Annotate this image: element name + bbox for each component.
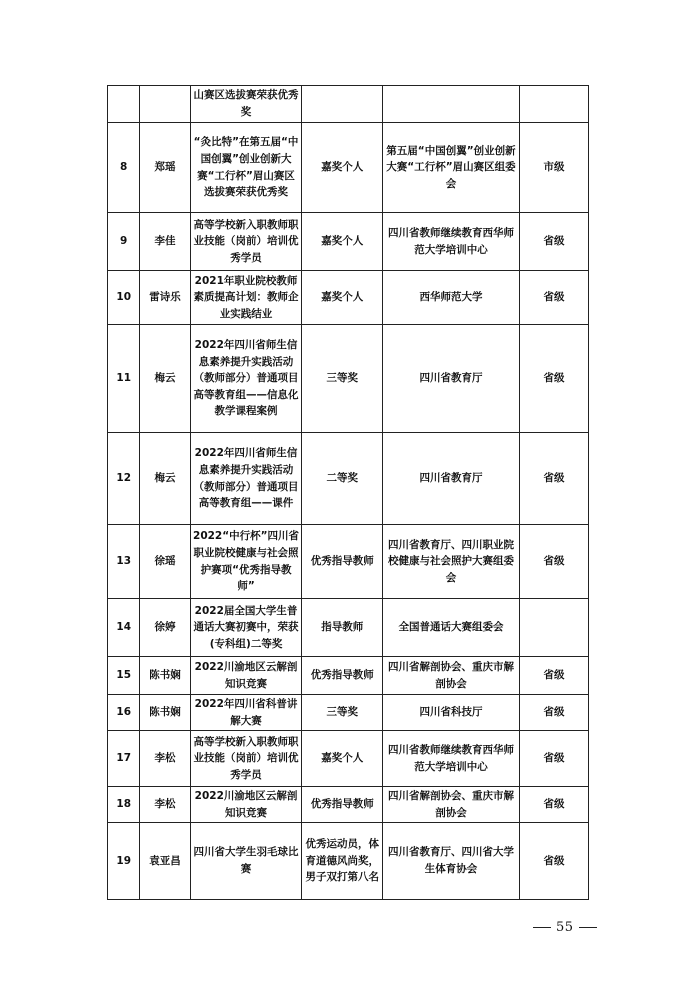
table-row	[108, 525, 589, 599]
row-number: 14	[108, 599, 140, 657]
row-number: 10	[108, 271, 140, 325]
table-row	[108, 325, 589, 433]
award-title: 四川省大学生羽毛球比赛	[190, 823, 302, 900]
page-number	[528, 920, 602, 935]
award-grade: 省级	[519, 433, 588, 525]
row-number	[108, 86, 140, 123]
row-number: 19	[108, 823, 140, 900]
award-title: 2022“中行杯”四川省职业院校健康与社会照护赛项“优秀指导教师”	[190, 525, 302, 599]
table-row	[108, 271, 589, 325]
row-number: 12	[108, 433, 140, 525]
award-title: “灸比特”在第五届“中国创翼”创业创新大赛“工行杯”眉山赛区选拔赛荣获优秀奖	[190, 123, 302, 213]
award-grade: 省级	[519, 731, 588, 787]
person-name: 梅云	[140, 325, 190, 433]
table-row	[108, 731, 589, 787]
table-row	[108, 433, 589, 525]
table-row	[108, 657, 589, 695]
page-number-value: 55	[556, 920, 574, 935]
person-name: 李松	[140, 787, 190, 823]
table-row	[108, 695, 589, 731]
award-title: 高等学校新入职教师职业技能（岗前）培训优秀学员	[190, 213, 302, 271]
row-number: 16	[108, 695, 140, 731]
person-name: 徐瑶	[140, 525, 190, 599]
table-row	[108, 123, 589, 213]
row-number: 13	[108, 525, 140, 599]
awards-table	[107, 85, 589, 900]
award-title: 2022届全国大学生普通话大赛初赛中，荣获(专科组)二等奖	[190, 599, 302, 657]
award-title: 2022年四川省师生信息素养提升实践活动（教师部分）普通项目高等教育组——课件	[190, 433, 302, 525]
issuing-organization: 四川省教师继续教育西华师范大学培训中心	[382, 731, 519, 787]
issuing-organization: 四川省教育厅	[382, 325, 519, 433]
award-level: 三等奖	[302, 695, 383, 731]
award-grade: 省级	[519, 823, 588, 900]
row-number: 9	[108, 213, 140, 271]
award-title: 山赛区选拔赛荣获优秀奖	[190, 86, 302, 123]
person-name: 袁亚昌	[140, 823, 190, 900]
person-name: 李佳	[140, 213, 190, 271]
issuing-organization: 四川省教育厅	[382, 433, 519, 525]
table-row	[108, 86, 589, 123]
award-title: 2022川渝地区云解剖知识竞赛	[190, 787, 302, 823]
row-number: 18	[108, 787, 140, 823]
award-grade	[519, 599, 588, 657]
page-number-left-dash	[533, 927, 551, 928]
award-title: 2022川渝地区云解剖知识竞赛	[190, 657, 302, 695]
table-row	[108, 823, 589, 900]
award-level: 嘉奖个人	[302, 731, 383, 787]
row-number: 11	[108, 325, 140, 433]
award-level: 优秀指导教师	[302, 787, 383, 823]
issuing-organization: 四川省教育厅、四川省大学生体育协会	[382, 823, 519, 900]
award-title: 2021年职业院校教师素质提高计划：教师企业实践结业	[190, 271, 302, 325]
issuing-organization: 西华师范大学	[382, 271, 519, 325]
award-grade: 省级	[519, 787, 588, 823]
award-level: 二等奖	[302, 433, 383, 525]
award-grade: 省级	[519, 213, 588, 271]
award-title: 2022年四川省师生信息素养提升实践活动（教师部分）普通项目高等教育组——信息化教学课程案例	[190, 325, 302, 433]
page-number-right-dash	[579, 927, 597, 928]
award-level: 嘉奖个人	[302, 271, 383, 325]
award-level: 嘉奖个人	[302, 123, 383, 213]
row-number: 8	[108, 123, 140, 213]
award-grade: 省级	[519, 271, 588, 325]
person-name: 李松	[140, 731, 190, 787]
award-grade: 市级	[519, 123, 588, 213]
row-number: 15	[108, 657, 140, 695]
award-grade	[519, 86, 588, 123]
table-row	[108, 599, 589, 657]
table-row	[108, 787, 589, 823]
award-grade: 省级	[519, 325, 588, 433]
issuing-organization: 四川省科技厅	[382, 695, 519, 731]
award-level: 优秀运动员，体育道德风尚奖，男子双打第八名	[302, 823, 383, 900]
issuing-organization: 第五届“中国创翼”创业创新大赛“工行杯”眉山赛区组委会	[382, 123, 519, 213]
award-grade: 省级	[519, 695, 588, 731]
award-level	[302, 86, 383, 123]
issuing-organization: 四川省解剖协会、重庆市解剖协会	[382, 657, 519, 695]
issuing-organization: 四川省教育厅、四川职业院校健康与社会照护大赛组委会	[382, 525, 519, 599]
table-row	[108, 213, 589, 271]
award-grade: 省级	[519, 657, 588, 695]
person-name: 徐婷	[140, 599, 190, 657]
issuing-organization: 四川省解剖协会、重庆市解剖协会	[382, 787, 519, 823]
person-name: 梅云	[140, 433, 190, 525]
person-name: 陈书娴	[140, 657, 190, 695]
person-name: 雷诗乐	[140, 271, 190, 325]
issuing-organization	[382, 86, 519, 123]
award-level: 优秀指导教师	[302, 525, 383, 599]
issuing-organization: 四川省教师继续教育西华师范大学培训中心	[382, 213, 519, 271]
award-level: 三等奖	[302, 325, 383, 433]
issuing-organization: 全国普通话大赛组委会	[382, 599, 519, 657]
person-name: 郑瑶	[140, 123, 190, 213]
person-name	[140, 86, 190, 123]
award-title: 高等学校新入职教师职业技能（岗前）培训优秀学员	[190, 731, 302, 787]
award-title: 2022年四川省科普讲解大赛	[190, 695, 302, 731]
award-level: 优秀指导教师	[302, 657, 383, 695]
row-number: 17	[108, 731, 140, 787]
person-name: 陈书娴	[140, 695, 190, 731]
award-level: 指导教师	[302, 599, 383, 657]
award-level: 嘉奖个人	[302, 213, 383, 271]
award-grade: 省级	[519, 525, 588, 599]
